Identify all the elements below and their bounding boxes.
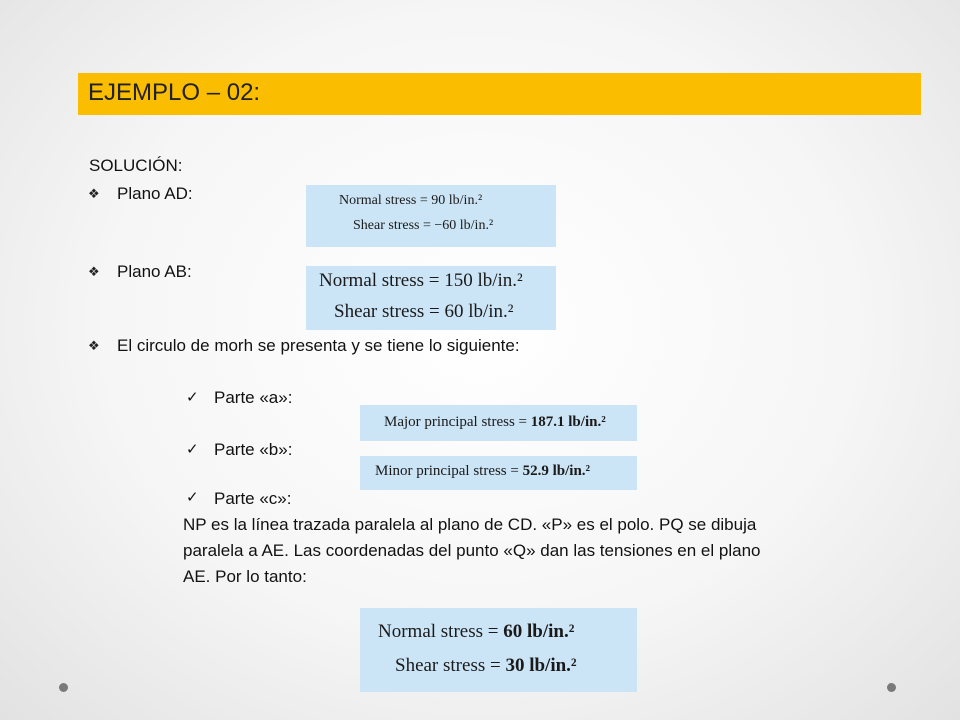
final-shear-stress-label: Shear stress =: [395, 655, 506, 676]
solution-label: SOLUCIÓN:: [89, 156, 183, 175]
parte-b-equation: [360, 456, 637, 490]
major-principal-stress-value: 187.1 lb/in.²: [530, 414, 606, 430]
left-dot-icon: [59, 683, 68, 692]
plano-ab-label: Plano AB:: [117, 262, 192, 281]
plano-ab-normal-stress: Normal stress = 150 lb/in.²: [319, 270, 523, 291]
plano-ad-label: Plano AD:: [117, 184, 193, 203]
parte-a-equation: [360, 405, 637, 441]
paragraph-line-3: AE. Por lo tanto:: [183, 567, 307, 586]
parte-a-label: Parte «a»:: [214, 388, 293, 407]
slide-title: EJEMPLO – 02:: [88, 79, 261, 106]
title-bar: [78, 73, 921, 115]
parte-b-label: Parte «b»:: [214, 440, 293, 459]
circulo-label: El circulo de morh se presenta y se tiene lo siguiente:: [117, 336, 520, 355]
plano-ab-shear-stress: Shear stress = 60 lb/in.²: [334, 301, 514, 322]
diamond-bullet-icon: ❖: [88, 187, 100, 202]
checkmark-icon: ✓: [186, 388, 199, 406]
final-normal-stress: [378, 621, 574, 643]
plano-ad-equation: [306, 185, 556, 247]
parte-c-label: Parte «c»:: [214, 489, 292, 508]
final-normal-stress-value: 60 lb/in.²: [503, 621, 575, 642]
minor-principal-stress: [375, 463, 590, 480]
diamond-bullet-icon: ❖: [88, 339, 100, 354]
plano-ad-normal-stress: Normal stress = 90 lb/in.²: [339, 193, 483, 208]
checkmark-icon: ✓: [186, 488, 199, 506]
major-principal-stress: [384, 414, 606, 431]
checkmark-icon: ✓: [186, 440, 199, 458]
final-shear-stress-value: 30 lb/in.²: [505, 655, 577, 676]
plano-ad-shear-stress: Shear stress = −60 lb/in.²: [353, 218, 494, 233]
plano-ab-equation: [306, 266, 556, 330]
minor-principal-stress-value: 52.9 lb/in.²: [522, 463, 591, 479]
final-shear-stress: [395, 655, 577, 677]
final-normal-stress-label: Normal stress =: [378, 621, 504, 642]
major-principal-stress-label: Major principal stress =: [384, 414, 531, 430]
paragraph-line-2: paralela a AE. Las coordenadas del punto «Q» dan las tensiones en el plano: [183, 541, 761, 560]
right-dot-icon: [887, 683, 896, 692]
final-equation: [360, 608, 637, 692]
paragraph-line-1: NP es la línea trazada paralela al plano de CD. «P» es el polo. PQ se dibuja: [183, 515, 757, 534]
diamond-bullet-icon: ❖: [88, 265, 100, 280]
parte-c-paragraph: [183, 512, 911, 590]
minor-principal-stress-label: Minor principal stress =: [375, 463, 523, 479]
